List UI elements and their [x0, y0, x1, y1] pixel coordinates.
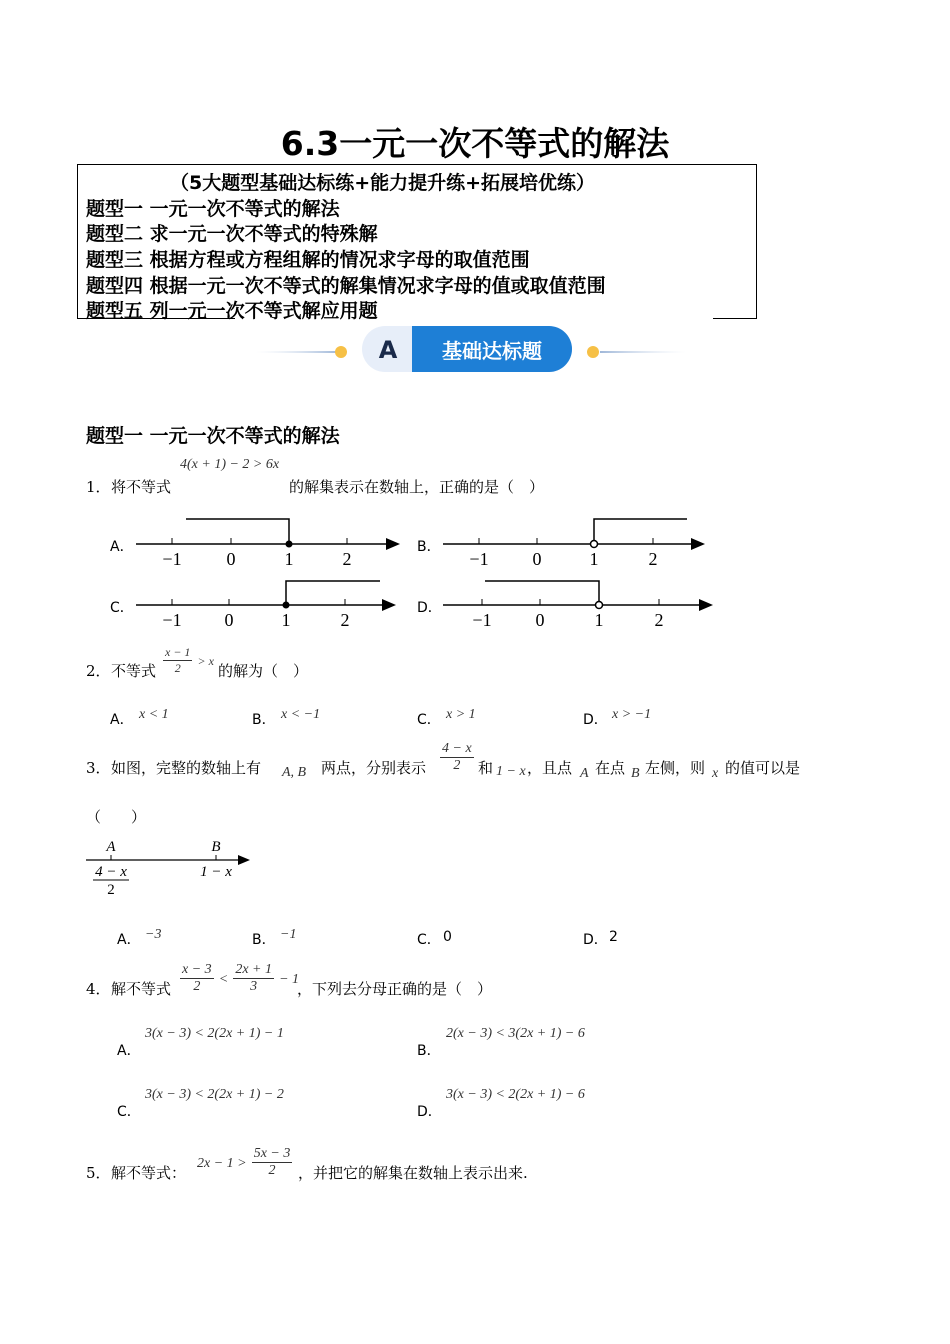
badge-dot-left — [335, 346, 347, 358]
section-badge — [256, 324, 686, 376]
q4-option-c-expr: 3(x − 3) < 2(2x + 1) − 2 — [145, 1087, 284, 1102]
q1-option-b-number-line — [437, 510, 712, 572]
q3-option-d-label: D． — [583, 932, 608, 948]
q2-relation: > x — [197, 654, 214, 668]
fig-point-a: A — [106, 839, 116, 855]
q1-prefix: 将不等式 — [111, 478, 172, 496]
solid-point — [286, 541, 293, 548]
q3-option-b-label: B． — [252, 932, 276, 948]
q3-option-c-label: C． — [417, 932, 441, 948]
q3-point-a: A — [580, 766, 589, 781]
q2-denominator: 2 — [174, 661, 181, 675]
q4-fraction-left — [180, 962, 214, 995]
q3-option-d-expr: 2 — [609, 929, 618, 945]
axis-arrow — [382, 599, 396, 611]
badge-letter: A — [378, 336, 398, 364]
tick-label: −1 — [162, 610, 182, 630]
solid-point — [283, 602, 290, 609]
q4-option-a-expr: 3(x − 3) < 2(2x + 1) − 1 — [145, 1026, 284, 1041]
badge-line-left — [256, 351, 338, 353]
q1-option-c-label: C． — [110, 600, 134, 616]
q2-option-b-expr: x < −1 — [281, 707, 321, 722]
q5-lhs: 2x − 1 > — [197, 1156, 247, 1171]
q5-numerator: 5x − 3 — [253, 1146, 291, 1161]
q3-numerator: 4 − x — [442, 741, 472, 756]
tick-label: 1 — [589, 549, 599, 569]
badge-label: 基础达标题 — [442, 339, 542, 363]
badge-line-right — [600, 351, 686, 353]
toc-item-1: 题型一 一元一次不等式的解法 — [86, 198, 340, 220]
tick-label: −1 — [469, 549, 489, 569]
axis-arrow — [699, 599, 713, 611]
q4-option-d-expr: 3(x − 3) < 2(2x + 1) − 6 — [446, 1087, 585, 1102]
solution-ray — [186, 519, 289, 544]
q3-option-a-label: A． — [117, 932, 141, 948]
tick-label: 1 — [281, 610, 291, 630]
open-point — [596, 602, 603, 609]
toc-item-2: 题型二 求一元一次不等式的特殊解 — [86, 223, 378, 245]
q3-text-4: ，且点 — [527, 759, 573, 777]
q2-option-d-expr: x > −1 — [612, 707, 652, 722]
tick-label: 0 — [224, 610, 234, 630]
q2-option-c-label: C． — [417, 712, 441, 728]
q4-number: 4． — [86, 980, 111, 998]
q2-inequality — [163, 645, 214, 676]
q4-option-b-label: B． — [417, 1043, 441, 1059]
q5-suffix: ，并把它的解集在数轴上表示出来. — [298, 1164, 528, 1182]
q4-inequality — [180, 962, 299, 995]
q3-answer-paren: （ ） — [86, 808, 147, 826]
q3-denominator: 2 — [453, 758, 461, 773]
q2-suffix: 的解为（ ） — [218, 662, 309, 680]
tick-label: 0 — [535, 610, 545, 630]
toc-item-5: 题型五 列一元一次不等式解应用题 — [86, 300, 378, 322]
tick-label: 2 — [654, 610, 664, 630]
q3-text-3: 和 — [478, 759, 494, 777]
q3-option-c-expr: 0 — [443, 929, 452, 945]
q4-option-d-label: D． — [417, 1104, 442, 1120]
q1-option-c-number-line — [130, 571, 405, 633]
q3-text-7: 的值可以是 — [725, 759, 801, 777]
axis-arrow — [386, 538, 400, 550]
q3-points-ab: A, B — [282, 765, 307, 780]
axis-arrow — [238, 855, 250, 865]
q2-prefix: 不等式 — [111, 662, 157, 680]
q5-prefix: 解不等式： — [111, 1164, 187, 1182]
toc-subtitle: （5大题型基础达标练+能力提升练+拓展培优练） — [170, 172, 596, 194]
page-title: 6.3一元一次不等式的解法 — [280, 124, 670, 163]
q4-denominator-1: 2 — [193, 979, 201, 994]
q4-option-b-expr: 2(x − 3) < 3(2x + 1) − 6 — [446, 1026, 585, 1041]
tick-label: −1 — [162, 549, 182, 569]
tick-label: −1 — [472, 610, 492, 630]
q3-text-5: 在点 — [595, 759, 626, 777]
q1-expression: 4(x + 1) − 2 > 6x — [180, 457, 280, 472]
q3-number: 3． — [86, 759, 111, 777]
fig-point-b: B — [211, 839, 221, 855]
solution-ray — [485, 581, 599, 605]
fig-a-numerator: 4 − x — [95, 864, 127, 880]
q4-prefix: 解不等式 — [111, 980, 172, 998]
q2-number: 2． — [86, 662, 111, 680]
q4-less-than: < — [218, 972, 229, 987]
tick-label: 2 — [340, 610, 350, 630]
q1-option-a-label: A． — [110, 539, 134, 555]
open-point — [591, 541, 598, 548]
tick-label: 2 — [342, 549, 352, 569]
q4-tail: − 1 — [279, 972, 300, 987]
q3-point-b: B — [631, 766, 640, 781]
q4-fraction-right — [233, 962, 274, 995]
q4-suffix: ，下列去分母正确的是（ ） — [297, 980, 493, 998]
q1-option-a-number-line — [130, 510, 405, 572]
q3-option-a-expr: −3 — [145, 927, 162, 942]
q3-expr-2: 1 − x — [496, 764, 526, 779]
q5-fraction — [252, 1146, 293, 1179]
q3-text-1: 如图，完整的数轴上有 — [111, 759, 262, 777]
q2-numerator: x − 1 — [165, 645, 191, 659]
fig-a-denominator: 2 — [107, 882, 115, 898]
q4-numerator-1: x − 3 — [182, 962, 212, 977]
q4-denominator-2: 3 — [250, 979, 258, 994]
q2-fraction — [163, 645, 192, 676]
fig-b-value: 1 − x — [200, 864, 232, 880]
solution-ray — [286, 581, 380, 605]
q5-denominator: 2 — [268, 1163, 276, 1178]
axis-arrow — [691, 538, 705, 550]
q2-option-c-expr: x > 1 — [446, 707, 476, 722]
q4-option-c-label: C． — [117, 1104, 141, 1120]
q5-inequality — [197, 1146, 292, 1179]
tick-label: 0 — [532, 549, 542, 569]
tick-label: 1 — [594, 610, 604, 630]
q1-option-d-label: D． — [417, 600, 442, 616]
q3-variable-x: x — [712, 766, 719, 781]
q3-number-line-figure — [84, 834, 254, 900]
q2-option-d-label: D． — [583, 712, 608, 728]
q2-option-a-expr: x < 1 — [139, 707, 169, 722]
badge-dot-right — [587, 346, 599, 358]
q1-option-d-number-line — [437, 571, 717, 633]
q3-fraction — [440, 741, 474, 774]
q1-suffix: 的解集表示在数轴上，正确的是（ ） — [289, 478, 545, 496]
q1-option-b-label: B． — [417, 539, 441, 555]
q3-text-6: 左侧，则 — [645, 759, 706, 777]
q3-text-2: 两点，分别表示 — [321, 759, 427, 777]
toc-item-4: 题型四 根据一元一次不等式的解集情况求字母的值或取值范围 — [86, 275, 606, 297]
q3-fraction-expr — [440, 741, 474, 774]
toc-item-3: 题型三 根据方程或方程组解的情况求字母的取值范围 — [86, 249, 530, 271]
tick-label: 0 — [226, 549, 236, 569]
q1-number: 1． — [86, 478, 111, 496]
q3-option-b-expr: −1 — [280, 927, 297, 942]
tick-label: 2 — [648, 549, 658, 569]
q2-option-b-label: B． — [252, 712, 276, 728]
section-heading: 题型一 一元一次不等式的解法 — [86, 425, 340, 447]
q4-option-a-label: A． — [117, 1043, 141, 1059]
q4-numerator-2: 2x + 1 — [235, 962, 272, 977]
solution-ray — [594, 519, 687, 544]
q5-number: 5． — [86, 1164, 111, 1182]
tick-label: 1 — [284, 549, 294, 569]
q2-option-a-label: A． — [110, 712, 134, 728]
